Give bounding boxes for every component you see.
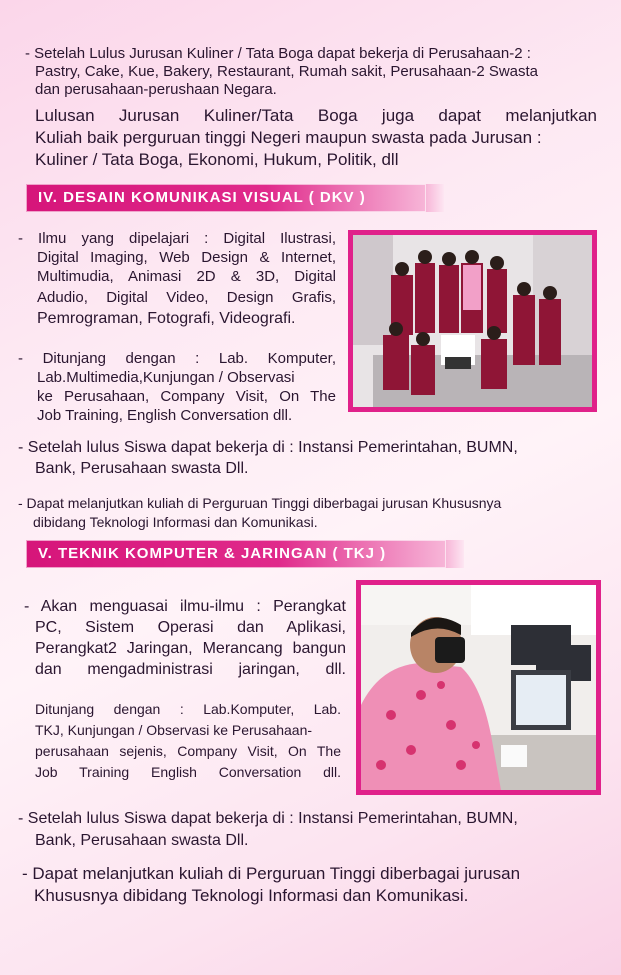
dkv-tunjang-line-3: ke Perusahaan, Company Visit, On The — [37, 388, 336, 405]
tkj-tunjang-line-2: TKJ, Kunjungan / Observasi ke Perusahaan- — [35, 722, 313, 738]
kuliner-study-line-1: Lulusan Jurusan Kuliner/Tata Boga juga dapat melanjutkan — [35, 106, 597, 125]
tkj-tunjang-line-1: Ditunjang dengan : Lab.Komputer, Lab. — [35, 701, 341, 717]
banner-tail-tkj — [446, 540, 464, 568]
kuliner-study-line-2: Kuliah baik perguruan tinggi Negeri maupun swasta pada Jurusan : — [35, 128, 542, 147]
section-title-dkv: IV. DESAIN KOMUNIKASI VISUAL ( DKV ) — [38, 189, 366, 206]
kuliner-career-line-1: - Setelah Lulus Jurusan Kuliner / Tata Boga dapat bekerja di Perusahaan-2 : — [25, 45, 531, 62]
tkj-student-photo — [356, 580, 601, 795]
tkj-study-line-2: Khususnya dibidang Teknologi Informasi dan Komunikasi. — [34, 886, 469, 905]
dkv-study-line-1: - Dapat melanjutkan kuliah di Perguruan Tinggi diberbagai jurusan Khususnya — [18, 495, 502, 511]
dkv-tunjang-line-1: - Ditunjang dengan : Lab. Komputer, — [18, 350, 336, 367]
kuliner-study-line-3: Kuliner / Tata Boga, Ekonomi, Hukum, Politik, dll — [35, 150, 399, 169]
dkv-ilmu-line-1: - Ilmu yang dipelajari : Digital Ilustrasi, — [18, 230, 336, 247]
dkv-career-line-1: - Setelah lulus Siswa dapat bekerja di : Instansi Pemerintahan, BUMN, — [18, 439, 518, 456]
section-title-tkj: V. TEKNIK KOMPUTER & JARINGAN ( TKJ ) — [38, 545, 387, 562]
dkv-students-photo — [348, 230, 597, 412]
tkj-tunjang-line-3: perusahaan sejenis, Company Visit, On The — [35, 743, 341, 759]
dkv-students-illustration — [353, 235, 592, 407]
tkj-ilmu-line-1: - Akan menguasai ilmu-ilmu : Perangkat — [24, 598, 346, 615]
banner-tail-dkv — [426, 184, 444, 212]
tkj-ilmu-line-2: PC, Sistem Operasi dan Aplikasi, — [35, 619, 346, 636]
tkj-tunjang-line-4: Job Training English Conversation dll. — [35, 764, 341, 780]
dkv-tunjang-line-4: Job Training, English Conversation dll. — [37, 407, 293, 424]
tkj-ilmu-line-4: dan mengadministrasi jaringan, dll. — [35, 661, 346, 678]
dkv-career-line-2: Bank, Perusahaan swasta Dll. — [35, 460, 249, 477]
dkv-ilmu-line-5: Pemrograman, Fotografi, Videografi. — [37, 310, 296, 327]
tkj-career-line-2: Bank, Perusahaan swasta Dll. — [35, 832, 249, 849]
tkj-career-line-1: - Setelah lulus Siswa dapat bekerja di : Instansi Pemerintahan, BUMN, — [18, 810, 518, 827]
section-banner-dkv — [26, 184, 426, 212]
kuliner-career-line-2: Pastry, Cake, Kue, Bakery, Restaurant, Rumah sakit, Perusahaan-2 Swasta — [35, 63, 539, 80]
dkv-ilmu-line-3: Multimudia, Animasi 2D & 3D, Digital — [37, 268, 336, 285]
dkv-ilmu-line-2: Digital Imaging, Web Design & Internet, — [37, 249, 336, 266]
tkj-student-illustration — [361, 585, 596, 790]
dkv-study-line-2: dibidang Teknologi Informasi dan Komunikasi. — [33, 514, 318, 530]
section-banner-tkj — [26, 540, 446, 568]
dkv-tunjang-line-2: Lab.Multimedia,Kunjungan / Observasi — [37, 369, 295, 386]
kuliner-career-line-3: dan perusahaan-perushaan Negara. — [35, 81, 277, 98]
tkj-ilmu-line-3: Perangkat2 Jaringan, Merancang bangun — [35, 640, 346, 657]
tkj-study-line-1: - Dapat melanjutkan kuliah di Perguruan Tinggi diberbagai jurusan — [22, 864, 521, 883]
dkv-ilmu-line-4: Adudio, Digital Video, Design Grafis, — [37, 289, 336, 306]
